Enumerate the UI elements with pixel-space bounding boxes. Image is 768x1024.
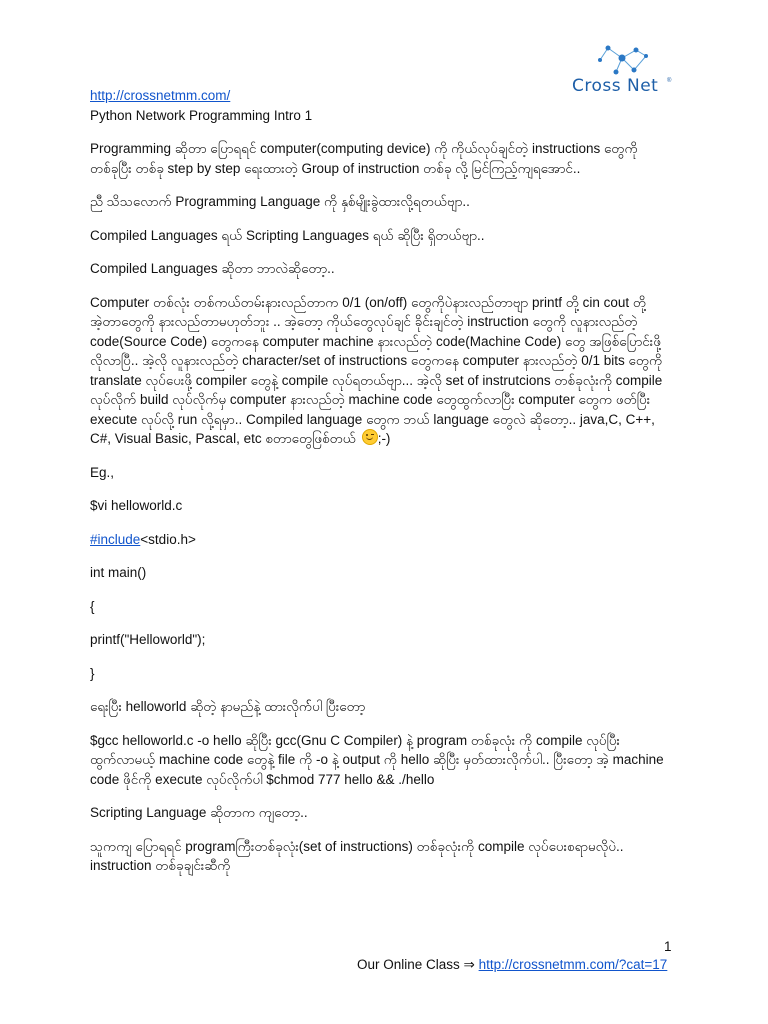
- document-title: Python Network Programming Intro 1: [90, 107, 313, 123]
- compiled-line-1: Computer တစ်လုံး တစ်ကယ်တမ်းနားလည်တာက 0/1 (on/off) တွေကိုပဲနားလည်တာဗျာ printf တို့ cin cout တို့: [90, 294, 647, 310]
- footer-label: Our Online Class ⇒: [357, 957, 479, 972]
- gcc-line-3: code ဖိုင်ကို execute လုပ်လိုက်ပါ $chmod 777 hello && ./hello: [90, 771, 435, 787]
- intro-paragraph: [90, 139, 680, 178]
- compiled-line-2: အဲ့တာတွေကို နားလည်တာမဟုတ်ဘူး .. အဲ့တော့ ကိုယ်တွေလုပ်ချင် ခိုင်းချင်တဲ့ instruction တွေကို လူနားလည်တဲ့: [90, 314, 638, 329]
- printf-line: printf("Helloworld");: [90, 632, 206, 647]
- language-types-paragraph: ညီ သိသလောက် Programming Language ကို နှစ်မျိုးခွဲထားလို့ရတယ်ဗျာ..: [90, 194, 470, 209]
- compiled-line-6: လုပ်လိုက် build လုပ်လိုက်မှ computer နားလည်တဲ့ machine code တွေထွက်လာပြီး computer တွေက ဖတ်ပြီး: [90, 392, 651, 407]
- compiled-line-3: code(Source Code) တွေကနေ computer machine နားလည်တဲ့ code(Machine Code) တွေ အဖြစ်ပြောင်းဖို့: [90, 333, 661, 349]
- main-function-line: int main(): [90, 565, 147, 580]
- wink-text: ;-): [377, 431, 391, 446]
- compiled-line-8-text: C#, Visual Basic, Pascal, etc စတာတွေဖြစ်တယ်: [90, 431, 356, 446]
- scripting-line-1: သူကကျ ပြောရရင် programကြီးတစ်ခုလုံး(set of instructions) တစ်ခုလုံးကို compile လုပ်ပေးစရာမလိုပဲ..: [90, 838, 624, 854]
- example-label: Eg.,: [90, 464, 115, 480]
- vi-command: $vi helloworld.c: [90, 498, 183, 513]
- compiled-line-5: translate လုပ်ပေးဖို့ compiler တွေနဲ့ compile လုပ်ရတယ်ဗျာ... အဲ့လို set of instrutcions တစ်ခုလုံးကို compile: [90, 372, 663, 388]
- intro-line-1: Programming ဆိုတာ ပြောရရင် computer(computing device) ကို ကိုယ်လုပ်ချင်တဲ့ instructions တွေကို: [90, 141, 638, 156]
- footer: [357, 957, 667, 973]
- compiled-line-8: [90, 429, 680, 449]
- close-brace-line: }: [90, 665, 95, 681]
- compiled-explanation-paragraph: [90, 293, 680, 449]
- include-header: <stdio.h>: [140, 531, 196, 547]
- compiled-line-4: လိုလာပြီ.. အဲ့လို လူနားလည်တဲ့ character/set of instructions တွေကနေ computer နားလည်တဲ့ 0/1 bits တွေကို: [90, 353, 663, 368]
- compiled-line-7: execute လုပ်လို့ run လို့ရမှာ.. Compiled language တွေက ဘယ် language တွေလဲ ဆိုတော့.. java,C, C++,: [90, 411, 655, 427]
- gcc-line-2: ထွက်လာမယ့် machine code တွေနဲ့ file ကို -o နဲ့ output ကို hello ဆိုပြီး မှတ်ထားလိုက်ပါ.. ပြီးတော့ အဲ့ machine: [90, 752, 664, 767]
- include-line: [90, 530, 680, 550]
- logo-text: Cross Net: [572, 76, 659, 96]
- scripting-explanation-paragraph: [90, 837, 680, 876]
- network-nodes-icon: [594, 42, 654, 80]
- scripting-question-paragraph: Scripting Language ဆိုတာက ကျတော့..: [90, 805, 308, 820]
- registered-mark: ®: [667, 78, 672, 84]
- page-number: 1: [664, 939, 672, 954]
- document-content: [90, 86, 680, 890]
- gcc-line-1: $gcc helloworld.c -o hello ဆိုပြီး gcc(Gnu C Compiler) နဲ့ program တစ်ခုလုံး ကို compile လုပ်ပြီး: [90, 732, 620, 748]
- footer-class-link[interactable]: http://crossnetmm.com/?cat=17: [478, 957, 668, 972]
- compiled-question-paragraph: Compiled Languages ဆိုတာ ဘာလဲဆိုတော့..: [90, 261, 335, 276]
- intro-line-2: တစ်ခုပြီး တစ်ခု step by step ရေးထားတဲ့ Group of instruction တစ်ခု လို့ မြင်ကြည့်ကျရအောင်..: [90, 160, 581, 176]
- include-link[interactable]: #include: [90, 531, 141, 547]
- compiled-scripting-paragraph: Compiled Languages ရယ် Scripting Languages ရယ် ဆိုပြီး ရှိတယ်ဗျာ..: [90, 227, 485, 243]
- open-brace-line: {: [90, 598, 95, 614]
- scripting-line-2: instruction တစ်ခုချင်းဆီကို: [90, 858, 231, 873]
- header-site-link[interactable]: http://crossnetmm.com/: [90, 88, 231, 103]
- winking-face-icon: [362, 429, 378, 445]
- gcc-paragraph: [90, 731, 680, 790]
- save-file-paragraph: ရေးပြီး helloworld ဆိုတဲ့ နာမည်နဲ့ ထားလိုက််ပါ ပြီးတော့: [90, 699, 366, 714]
